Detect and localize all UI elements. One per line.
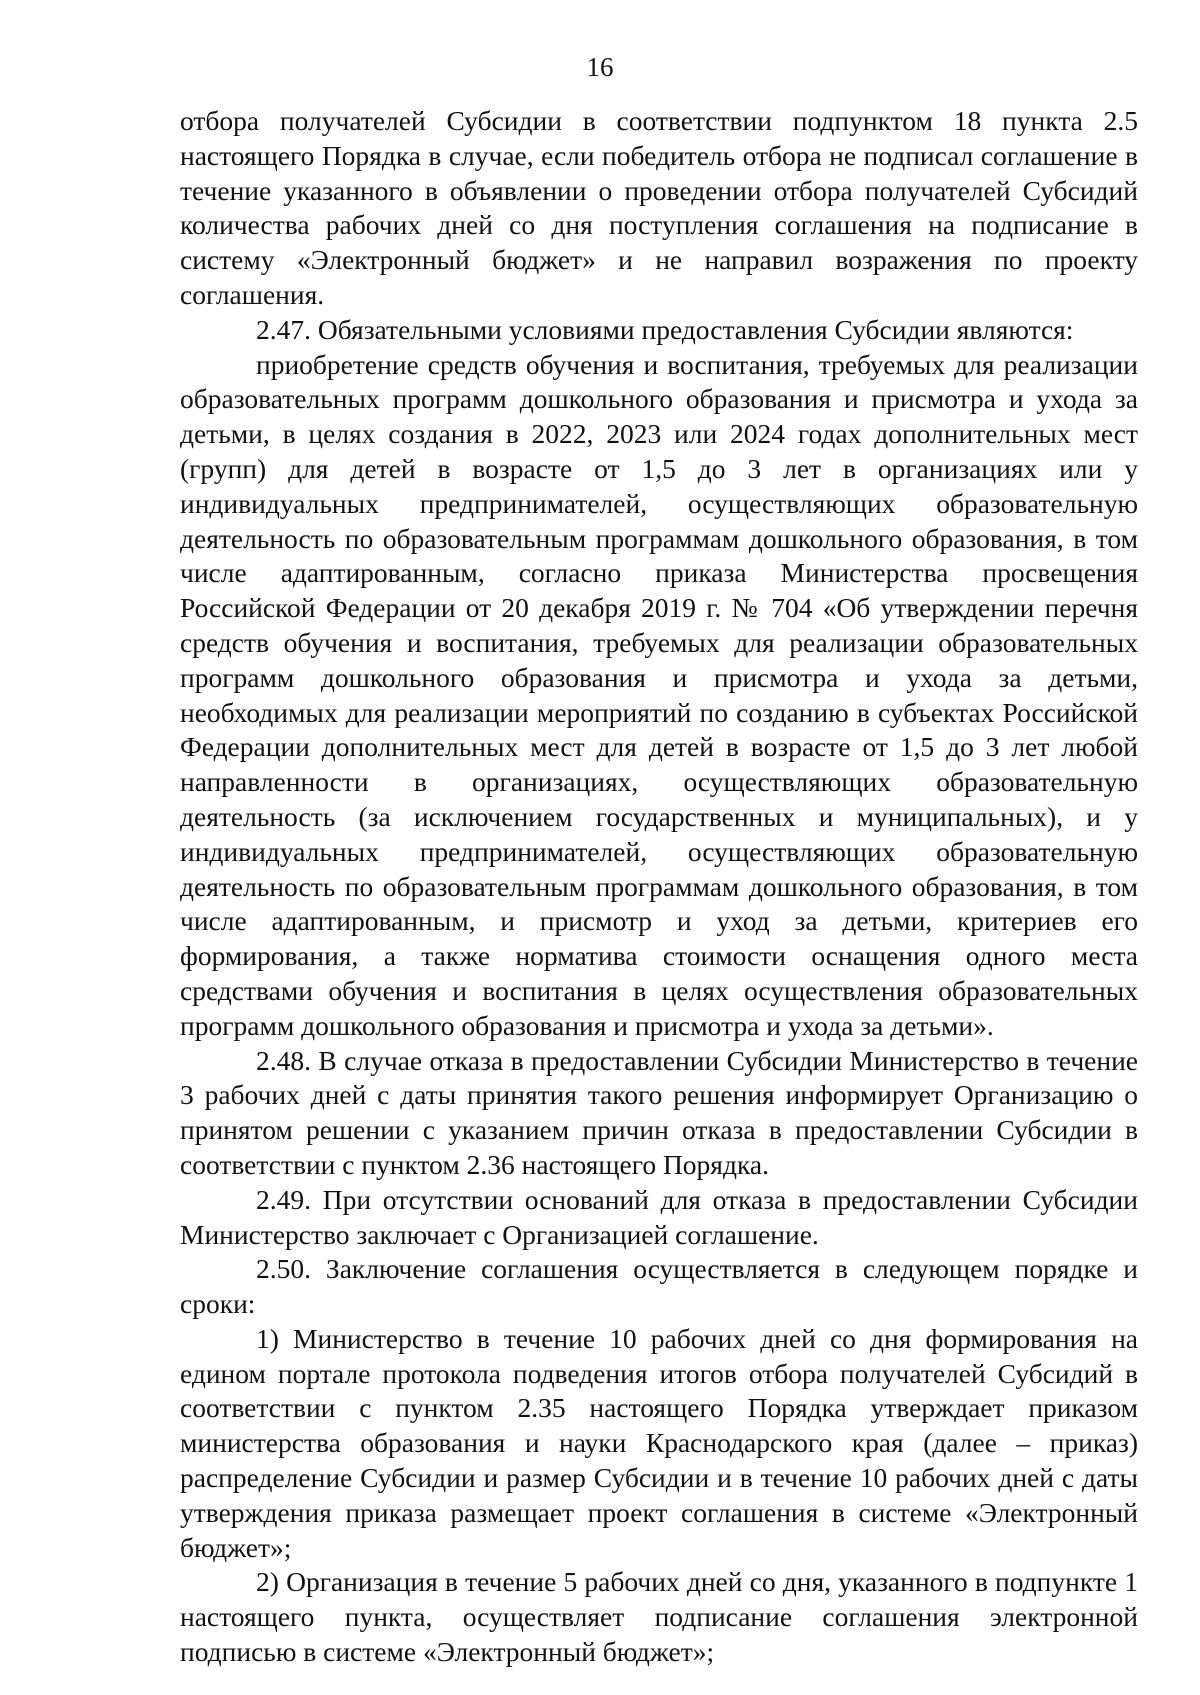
paragraph-2-47: 2.47. Обязательными условиями предоставления Субсидии являются: [256,313,1074,345]
paragraph-conditions: приобретение средств обучения и воспитания, требуемых для реализации образовательных программ дошкольного образования и присмотра и ухода за детьми, в целях создания в 2022, 2023 или 2024 годах дополнительных мест (групп) для детей в возрасте от 1,5 до 3 лет в организациях или у индивидуальных предпринимателей, осуществляющих образовательную деятельность по образовательным программам дошкольного образования, в том числе адаптированным, согласно приказа Министерства просвещения Российской Федерации от 20 декабря 2019 г. № 704 «Об утверждении перечня средств обучения и воспитания, требуемых для реализации образовательных программ дошкольного образования и присмотра и ухода за детьми, необходимых для реализации мероприятий по созданию в субъектах Российской Федерации дополнительных мест для детей в возрасте от 1,5 до 3 лет любой направленности в организациях, осуществляющих образовательную деятельность (за исключением государственных и муниципальных), и у индивидуальных предпринимателей, осуществляющих образовательную деятельность по образовательным программам дошкольного образования, в том числе адаптированным, и присмотр и уход за детьми, критериев его формирования, а также норматива стоимости оснащения одного места средствами обучения и воспитания в целях осуществления образовательных программ дошкольного образования и присмотра и ухода за детьми». [180,348,1138,1041]
subparagraph-1: 1) Министерство в течение 10 рабочих дней со дня формирования на едином портале протокола подведения итогов отбора получателей Субсидий в соответствии с пунктом 2.35 настоящего Порядка утверждает приказом министерства образования и науки Краснодарского края (далее – приказ) распределение Субсидии и размер Субсидии и в течение 10 рабочих дней с даты утверждения приказа размещает проект соглашения в системе «Электронный бюджет»; [180,1322,1138,1563]
paragraph-2-48: 2.48. В случае отказа в предоставлении Субсидии Министерство в течение 3 рабочих дней с даты принятия такого решения информирует Организацию о принятом решении с указанием причин отказа в предоставлении Субсидии в соответствии с пунктом 2.36 настоящего Порядка. [180,1044,1138,1180]
paragraph-2-49: 2.49. При отсутствии оснований для отказа в предоставлении Субсидии Министерство заключает с Организацией соглашение. [180,1183,1138,1250]
document-body [180,104,1138,1670]
subparagraph-2: 2) Организация в течение 5 рабочих дней со дня, указанного в подпункте 1 настоящего пункта, осуществляет подписание соглашения электронной подписью в системе «Электронный бюджет»; [180,1566,1138,1668]
paragraph-2-50: 2.50. Заключение соглашения осуществляется в следующем порядке и сроки: [180,1253,1138,1320]
page-number: 16 [586,52,614,82]
paragraph-continuation: отбора получателей Субсидии в соответствии подпунктом 18 пункта 2.5 настоящего Порядка в случае, если победитель отбора не подписал соглашение в течение указанного в объявлении о проведении отбора получателей Субсидий количества рабочих дней со дня поступления соглашения на подписание в систему «Электронный бюджет» и не направил возражения по проекту соглашения. [180,105,1138,310]
